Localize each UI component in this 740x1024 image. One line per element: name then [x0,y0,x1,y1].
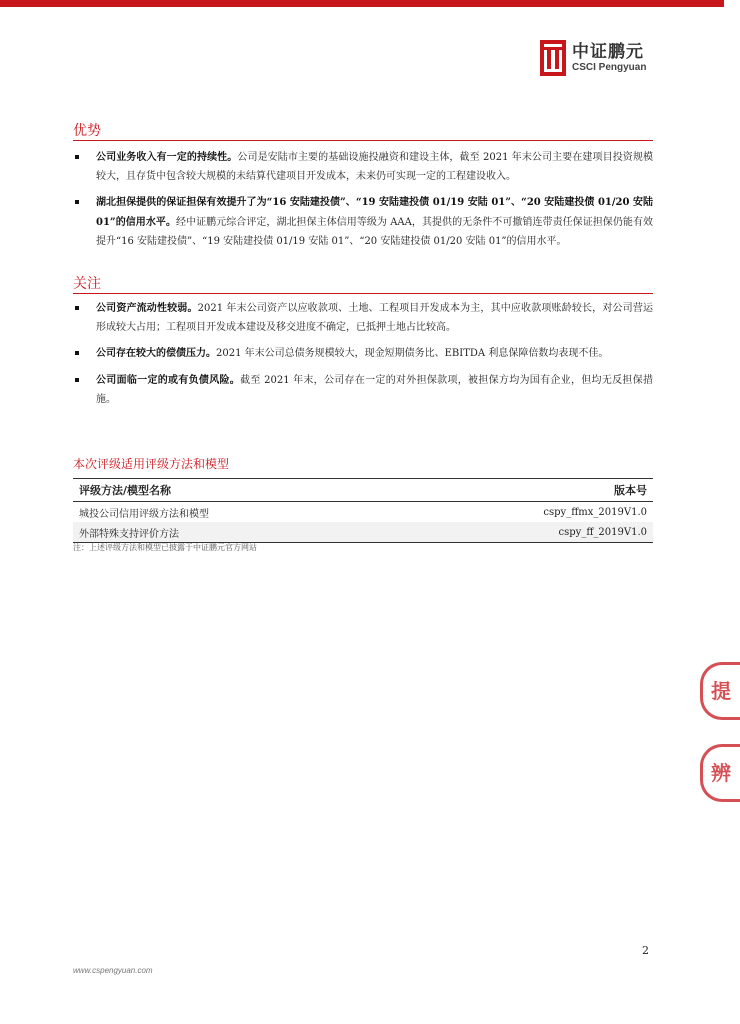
method-version-cell: cspy_ffmx_2019V1.0 [393,502,653,523]
strengths-list [73,148,653,258]
square-bullet-icon [75,155,79,159]
list-item [73,193,653,251]
square-bullet-icon [75,351,79,355]
bullet-text: 公司是安陆市主要的基础设施投融资和建设主体，截至 2021 年末公司主要在建项目投资规模较大，且存货中包含较大规模的未结算代建项目开发成本，未来仍可实现一定的工程建设收入。 [96,152,653,183]
logo-chinese-name: 中证鹏元 [572,42,644,62]
methods-table [73,478,653,543]
square-bullet-icon [75,200,79,204]
square-bullet-icon [75,378,79,382]
concerns-divider [73,293,653,294]
bullet-heading: 公司资产流动性较弱。 [96,303,198,314]
page-number: 2 [642,944,649,957]
method-name-cell: 城投公司信用评级方法和模型 [73,502,393,523]
list-item [73,344,653,363]
table-row [73,502,653,523]
csci-seal-icon [540,40,566,76]
strengths-divider [73,140,653,141]
red-seal-stamp-lower [700,744,740,802]
bullet-text: 2021 年末公司资产以应收款项、土地、工程项目开发成本为主，其中应收款项账龄较长，对公司营运形成较大占用；工程项目开发成本建设及移交进度不确定，已抵押土地占比较高。 [96,303,653,334]
method-name-cell: 外部特殊支持评价方法 [73,522,393,543]
bullet-text: 经中证鹏元综合评定，湖北担保主体信用等级为 AAA，其提供的无条件不可撤销连带责任保证担保仍能有效提升“16 安陆建投债”、“19 安陆建投债 01/19 安陆 01”、“20 安陆建投债 01/20 安陆 01”的信用水平。 [96,216,653,247]
logo-english-name: CSCI Pengyuan [572,62,647,73]
methods-table-title: 本次评级适用评级方法和模型 [73,457,230,471]
concerns-list [73,299,653,416]
column-header-version: 版本号 [614,484,647,497]
concerns-title: 关注 [73,276,101,292]
stamp-character: 辨 [711,761,731,785]
bullet-text: 2021 年末公司总债务规模较大，现金短期债务比、EBITDA 利息保障倍数均表现不佳。 [216,348,609,360]
list-item [73,299,653,337]
list-item [73,371,653,409]
table-header-row [73,479,653,502]
footer-website-link[interactable]: www.cspengyuan.com [73,966,153,975]
table-note: 注：上述评级方法和模型已披露于中证鹏元官方网站 [73,543,257,552]
strengths-title: 优势 [73,123,101,139]
company-logo [540,40,646,76]
red-seal-stamp-upper [700,662,740,720]
bullet-heading: 公司面临一定的或有负债风险。 [96,374,241,386]
bullet-text: 截至 2021 年末，公司存在一定的对外担保款项，被担保方均为国有企业，但均无反担保措施。 [96,374,653,405]
bullet-heading: 公司业务收入有一定的持续性。 [96,152,238,163]
bullet-heading: 公司存在较大的偿债压力。 [96,348,216,360]
bullet-heading: 湖北担保提供的保证担保有效提升了为“16 安陆建投债”、“19 安陆建投债 01/19 安陆 01”、“20 安陆建投债 01/20 安陆 01”的信用水平。 [96,197,653,228]
table-row [73,522,653,543]
list-item [73,148,653,186]
column-header-name: 评级方法/模型名称 [79,484,172,497]
top-accent-bar [0,0,724,7]
square-bullet-icon [75,306,79,310]
method-version-cell: cspy_ff_2019V1.0 [393,522,653,543]
stamp-character: 提 [711,679,731,703]
